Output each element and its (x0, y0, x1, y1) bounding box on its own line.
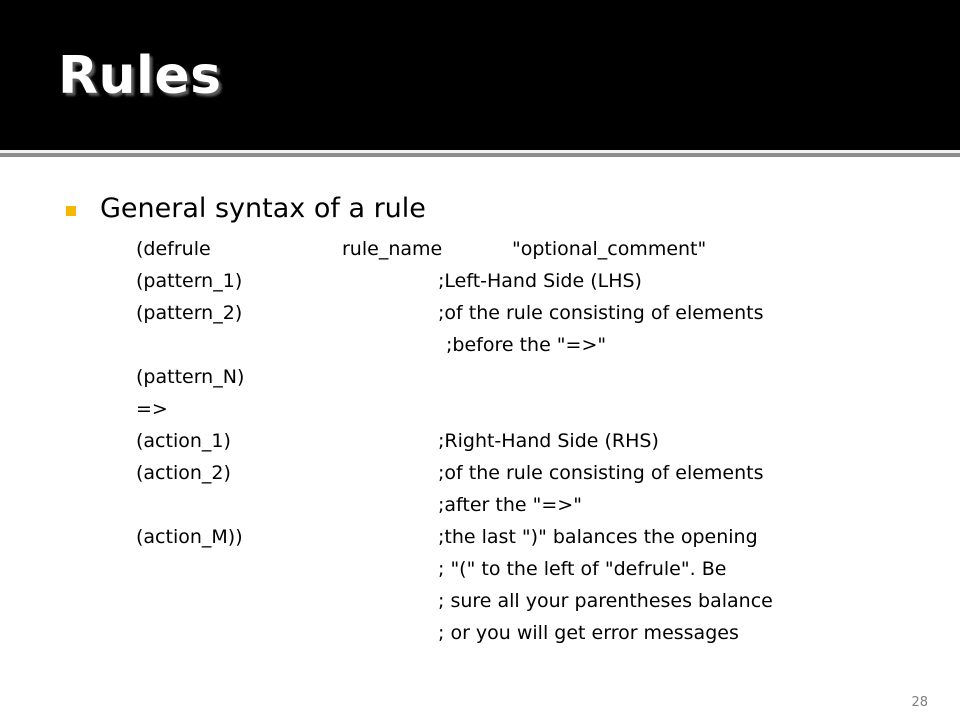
code-comment: ;before the "=>" (446, 334, 607, 356)
code-comment: ; sure all your parentheses balance (438, 590, 773, 612)
code-line-8 (0, 457, 960, 489)
code-line-1 (0, 233, 960, 265)
code-comment: ;Left-Hand Side (LHS) (438, 270, 642, 292)
code-comment: ;of the rule consisting of elements (438, 462, 764, 484)
code-keyword: (defrule (136, 238, 211, 260)
code-comment: ; or you will get error messages (438, 622, 739, 644)
code-action: (action_M)) (136, 526, 243, 548)
code-line-6 (0, 393, 960, 425)
page-number: 28 (911, 695, 928, 710)
code-comment: ;the last ")" balances the opening (438, 526, 758, 548)
bullet-text: General syntax of a rule (100, 193, 426, 224)
code-pattern: (pattern_1) (136, 270, 243, 292)
code-comment: ;Right-Hand Side (RHS) (438, 430, 659, 452)
code-line-12 (0, 585, 960, 617)
title-bar (0, 0, 960, 150)
bullet-item (66, 195, 426, 222)
code-comment: ; "(" to the left of "defrule". Be (438, 558, 727, 580)
code-line-13 (0, 617, 960, 649)
code-action: (action_2) (136, 462, 231, 484)
code-comment: ;after the "=>" (438, 494, 582, 516)
code-action: (action_1) (136, 430, 231, 452)
code-line-5 (0, 361, 960, 393)
code-line-4 (0, 329, 960, 361)
code-pattern: (pattern_N) (136, 366, 245, 388)
slide-body (0, 157, 960, 720)
code-line-3 (0, 297, 960, 329)
code-line-9 (0, 489, 960, 521)
code-pattern: (pattern_2) (136, 302, 243, 324)
code-line-2 (0, 265, 960, 297)
code-arrow: => (136, 398, 168, 420)
code-comment: ;of the rule consisting of elements (438, 302, 764, 324)
code-line-10 (0, 521, 960, 553)
slide-title: Rules (58, 46, 222, 106)
code-line-11 (0, 553, 960, 585)
square-bullet-icon (66, 206, 76, 216)
code-comment-string: "optional_comment" (512, 238, 707, 260)
code-rule-name: rule_name (342, 238, 443, 260)
code-line-7 (0, 425, 960, 457)
